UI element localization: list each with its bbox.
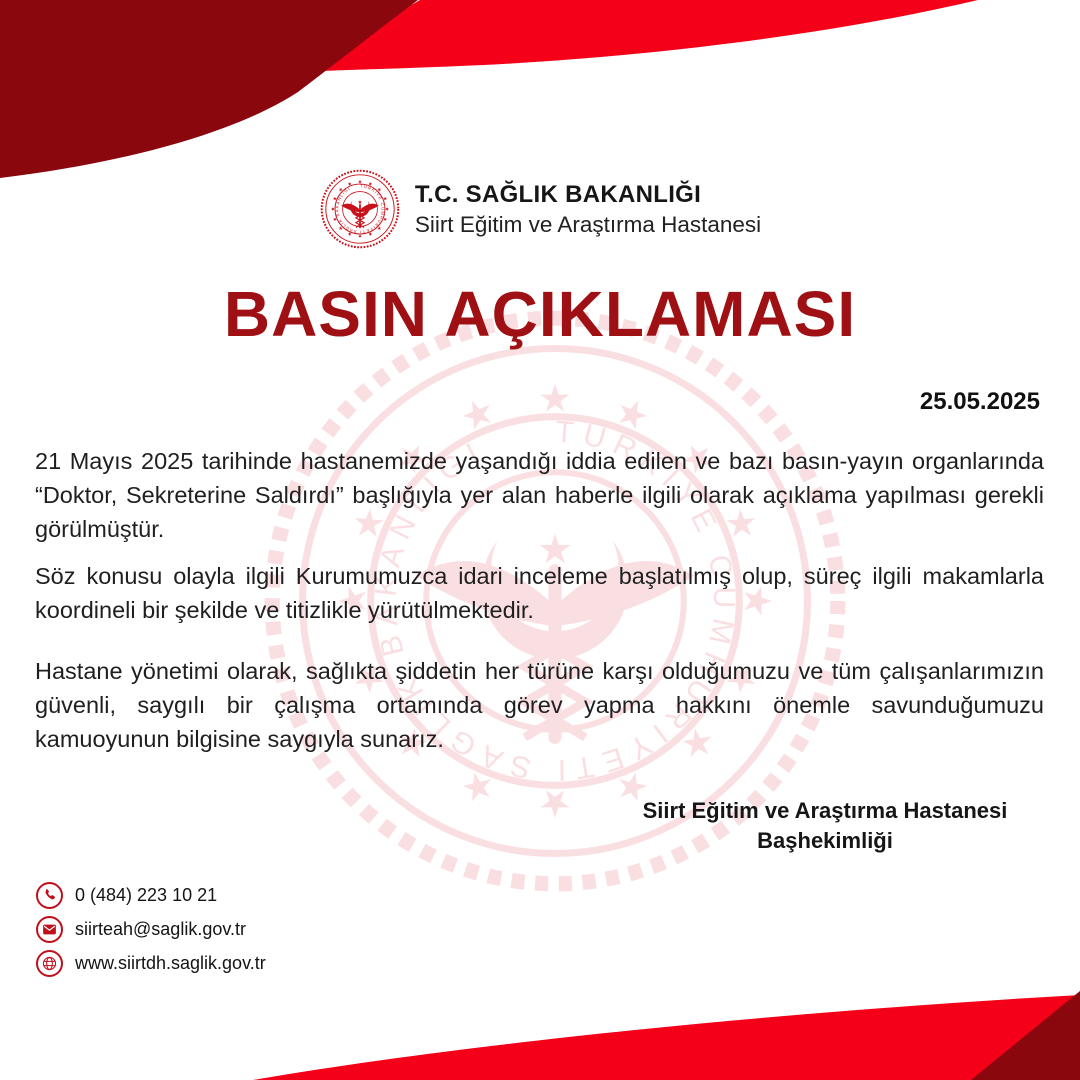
body-paragraph-3: Hastane yönetimi olarak, sağlıkta şiddetin her türüne karşı olduğumuzu ve tüm çalışanlarımızın güvenli, saygılı bir çalışma ortamında görev yapma hakkını önemle savunduğumuzu kamuoyunun bilgisine saygıyla sunarız. xyxy=(35,658,1044,752)
top-right-red-swoosh xyxy=(303,0,978,72)
page-title: BASIN AÇIKLAMASI xyxy=(223,278,857,350)
signature-line-1: Siirt Eğitim ve Araştırma Hastanesi xyxy=(642,798,1008,823)
signature-line-2: Başhekimliği xyxy=(757,828,893,853)
phone-icon xyxy=(36,882,63,909)
body-paragraph-2: Söz konusu olayla ilgili Kurumumuzca idari inceleme başlatılmış olup, süreç ilgili makamlarla koordineli bir şekilde ve titizlikle yürütülmektedir. xyxy=(35,563,1044,623)
bottom-red-band xyxy=(253,995,1080,1080)
contact-email-row xyxy=(36,916,266,943)
envelope-icon xyxy=(36,916,63,943)
release-date: 25.05.2025 xyxy=(919,388,1040,415)
contact-phone-row xyxy=(36,882,266,909)
org-title: T.C. SAĞLIK BAKANLIĞI xyxy=(414,180,702,208)
header-brand xyxy=(0,168,1080,250)
org-subtitle: Siirt Eğitim ve Araştırma Hastanesi xyxy=(414,211,762,237)
contact-phone: 0 (484) 223 10 21 xyxy=(75,885,218,905)
contact-list xyxy=(36,882,266,977)
contact-website-row xyxy=(36,950,266,977)
contact-website: www.siirtdh.saglik.gov.tr xyxy=(75,953,266,973)
body-paragraph-1: 21 Mayıs 2025 tarihinde hastanemizde yaşandığı iddia edilen ve bazı basın-yayın organlarında “Doktor, Sekreterine Saldırdı” başlığıyla yer alan haberle ilgili olarak açıklama yapılması gerekli görülmüştür. xyxy=(35,448,1044,542)
ministry-of-health-emblem-icon xyxy=(319,168,401,250)
globe-icon xyxy=(36,950,63,977)
contact-email: siirteah@saglik.gov.tr xyxy=(75,919,246,939)
brand-text-block xyxy=(415,181,761,238)
signature-block xyxy=(610,796,1040,856)
bottom-right-maroon-triangle xyxy=(971,991,1080,1080)
top-left-maroon-swoosh xyxy=(0,0,418,178)
